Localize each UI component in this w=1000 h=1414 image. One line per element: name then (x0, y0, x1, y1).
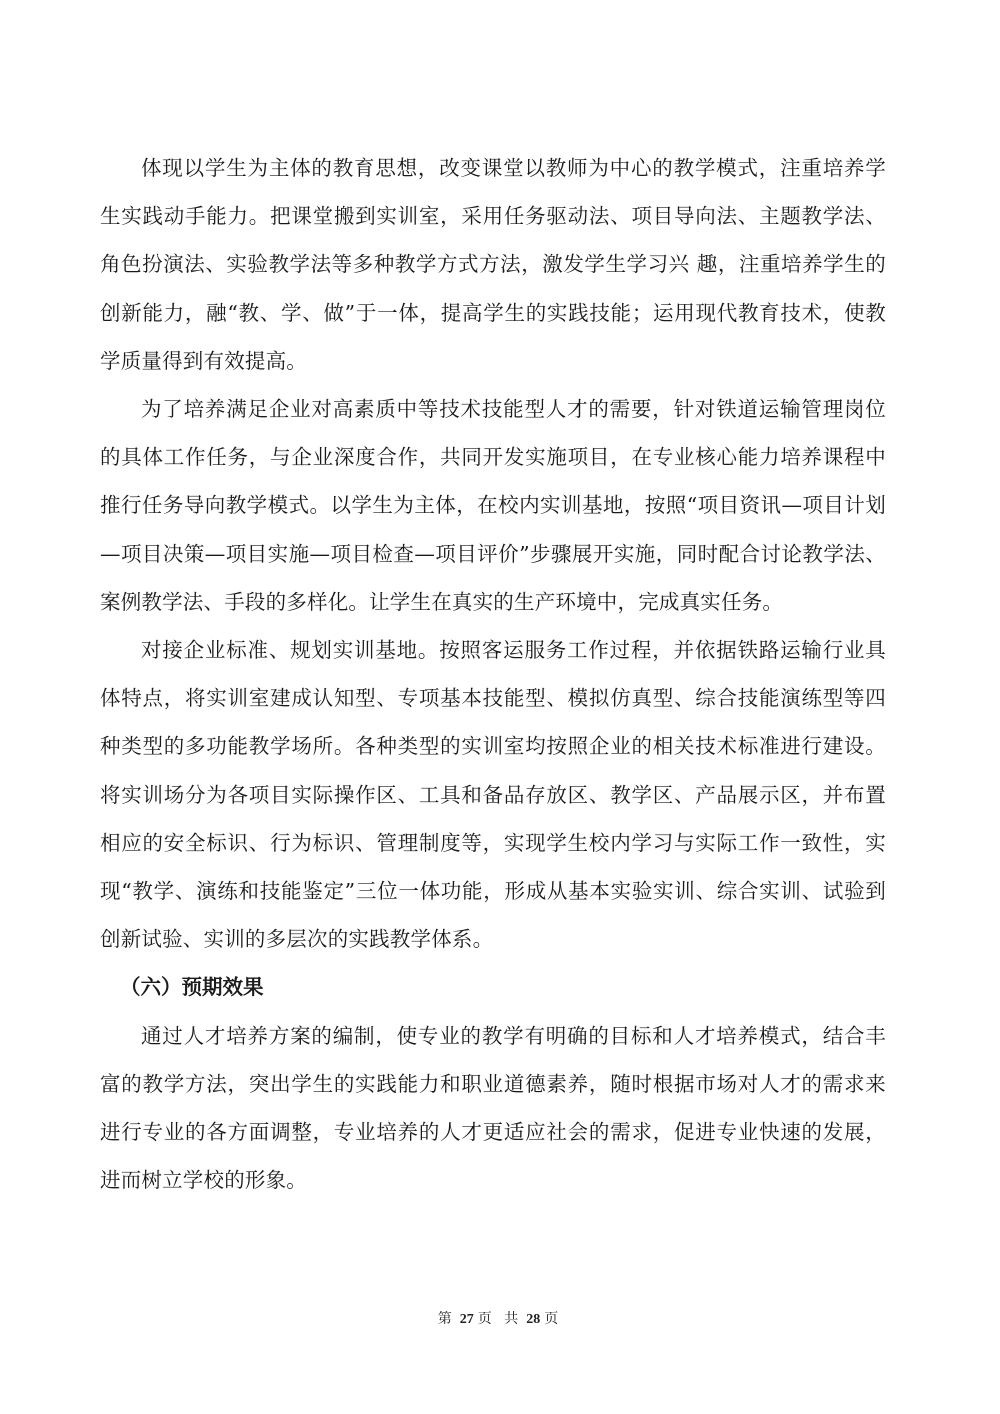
section-heading: （六）预期效果 (120, 975, 264, 1000)
paragraph-expected-effect: 通过人才培养方案的编制，使专业的教学有明确的目标和人才培养模式，结合丰富的教学方法，突出学生的实践能力和职业道德素养，随时根据市场对人才的需求来进行专业的各方面调整，专业培养的人才更适应社会的需求，促进专业快速的发展，进而树立学校的形象。 (100, 1023, 886, 1193)
paragraph-student-centered: 体现以学生为主体的教育思想，改变课堂以教师为中心的教学模式，注重培养学生实践动手能力。把课堂搬到实训室，采用任务驱动法、项目导向法、主题教学法、角色扮演法、实验教学法等多种教学方式方法，激发学生学习兴 趣，注重培养学生的创新能力，融“教、学、做”于一体，提高学生的实践技能；运用现代教育技术，使教学质量得到有效提高。 (100, 156, 886, 373)
document-body (100, 144, 886, 1204)
footer-prefix: 第 (437, 1311, 456, 1327)
paragraph-task-oriented: 为了培养满足企业对高素质中等技术技能型人才的需要，针对铁道运输管理岗位的具体工作任务，与企业深度合作，共同开发实施项目，在专业核心能力培养课程中推行任务导向教学模式。以学生为主体，在校内实训基地，按照“项目资讯—项目计划—项目决策—项目实施—项目检查—项目评价”步骤展开实施，同时配合讨论教学法、案例教学法、手段的多样化。让学生在真实的生产环境中，完成真实任务。 (100, 397, 886, 614)
current-page-number: 27 (459, 1312, 474, 1327)
total-pages-number: 28 (526, 1312, 541, 1327)
paragraph-training-base: 对接企业标准、规划实训基地。按照客运服务工作过程，并依据铁路运输行业具体特点，将实训室建成认知型、专项基本技能型、模拟仿真型、综合技能演练型等四种类型的多功能教学场所。各种类型的实训室均按照企业的相关技术标准进行建设。将实训场分为各项目实际操作区、工具和备品存放区、教学区、产品展示区，并布置相应的安全标识、行为标识、管理制度等，实现学生校内学习与实际工作一致性，实现“教学、演练和技能鉴定”三位一体功能，形成从基本实验实训、综合实训、试验到创新试验、实训的多层次的实践教学体系。 (100, 638, 886, 952)
footer-middle: 页 共 (477, 1311, 523, 1327)
footer-suffix: 页 (544, 1311, 563, 1327)
page-footer (0, 1308, 1000, 1328)
